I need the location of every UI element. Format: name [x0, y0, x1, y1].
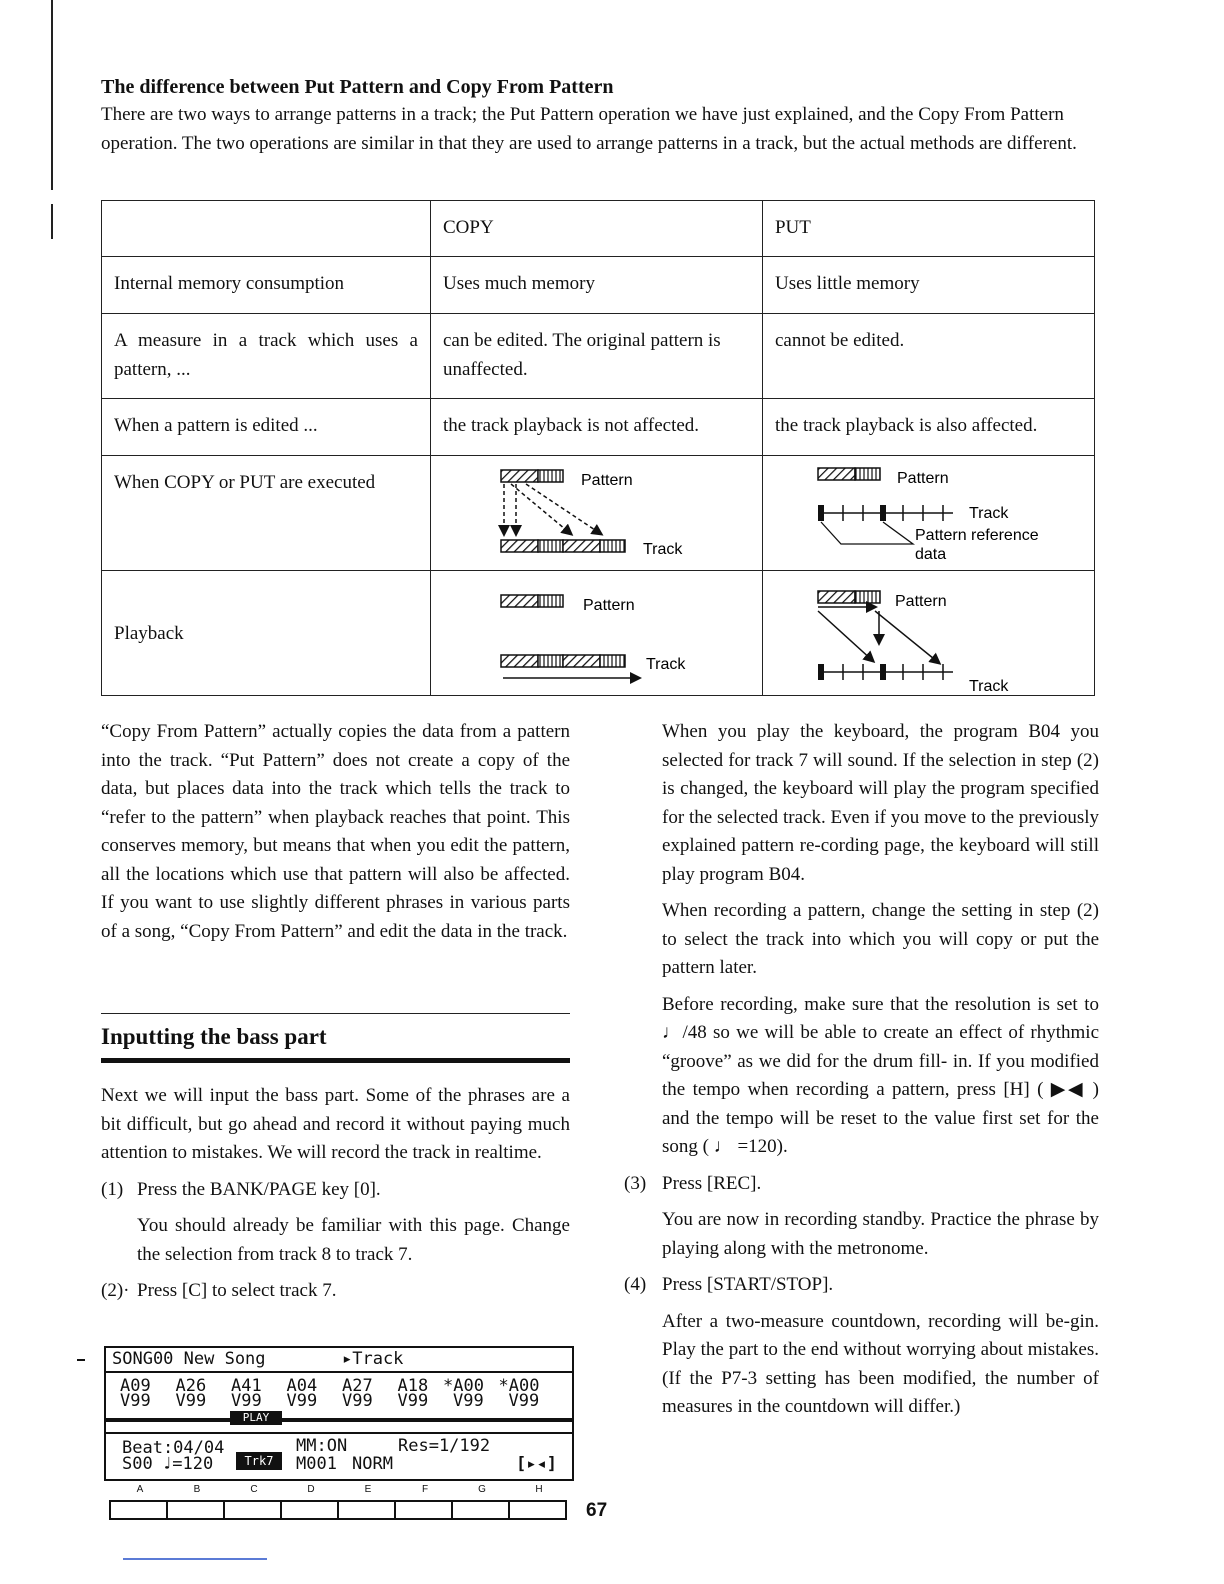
- lcd-track-volume: V99: [120, 1391, 151, 1411]
- function-key-label: G: [478, 1484, 486, 1495]
- step-3: (3) Press [REC].: [624, 1172, 762, 1194]
- lcd-track-volume: V99: [342, 1391, 373, 1411]
- margin-bar-lower: [51, 204, 53, 239]
- put-playback-pattern-label: Pattern: [894, 593, 947, 610]
- margin-bar-top: [51, 0, 53, 190]
- step-1-body: You should already be familiar with this page. Change the selection from track 8 to track 7.: [137, 1215, 570, 1265]
- function-key-a[interactable]: [109, 1500, 168, 1520]
- bass-heading-block: [101, 1013, 570, 1063]
- copy-diagram-track-label: Track: [643, 541, 683, 558]
- lcd-track-volume: V99: [286, 1391, 318, 1411]
- function-keys: [111, 1500, 567, 1518]
- table-row: [102, 314, 1095, 399]
- put-execute-diagram: [763, 456, 1093, 568]
- table-row: [102, 571, 1095, 696]
- lcd-play-bar: [106, 1418, 572, 1422]
- function-key-f[interactable]: [394, 1500, 453, 1520]
- lcd-track-program: A27: [342, 1376, 373, 1396]
- step-2: (2)· Press [C] to select track 7.: [101, 1280, 337, 1301]
- lcd-screen: [104, 1346, 574, 1481]
- lcd-track-volume: V99: [397, 1391, 429, 1411]
- function-key-label: B: [193, 1484, 201, 1495]
- section: [101, 76, 1095, 158]
- lcd-beat: Beat:04/04: [122, 1438, 225, 1458]
- lcd-mode: ▸Track: [342, 1349, 404, 1369]
- put-diagram-reference-label-2: data: [914, 546, 947, 563]
- copy-playback-diagram: [431, 571, 761, 693]
- right-column: [624, 718, 1099, 1430]
- lcd-track-program: A18: [397, 1376, 429, 1396]
- function-key-label: A: [136, 1484, 144, 1495]
- section-heading: The difference between Put Pattern and Copy From Pattern: [101, 76, 614, 98]
- copy-playback-diagram-cell: [431, 571, 763, 696]
- function-key-b[interactable]: [166, 1500, 225, 1520]
- margin-dash: [77, 1359, 85, 1361]
- lcd-resolution: Res=1/192: [398, 1436, 491, 1456]
- put-diagram-track-label: Track: [968, 505, 1009, 522]
- lcd-track-volume: V99: [508, 1391, 540, 1411]
- lcd-metronome: MM:ON: [296, 1436, 348, 1456]
- right-paragraph-3: Before recording, make sure that the resolution is set to ♩/48 so we will be able to create an effect of rhythmic “groove” as we did for the drum fill- in. If you modified the tempo when recording a pattern, press [H] ( ▶◀ ) and the tempo will be reset to the value first set for the song ( ♩ =120).: [662, 993, 1099, 1157]
- put-playback-diagram: [763, 571, 1093, 693]
- right-paragraph-2: When recording a pattern, change the setting in step (2) to select the track into which you will copy or put the pattern later.: [662, 900, 1099, 978]
- lcd-track-program: *A00: [498, 1376, 540, 1396]
- lcd-track-volume: V99: [231, 1391, 262, 1411]
- copy-execute-diagram-cell: [431, 456, 763, 571]
- table-row-label: Internal memory consumption: [102, 257, 431, 314]
- function-key-label: C: [250, 1484, 258, 1495]
- right-paragraph-1: When you play the keyboard, the program B04 you selected for track 7 will sound. If the selection in step (2) is changed, the keyboard will play the program specified for the selected track. Even if you move to the previously explained pattern re-cording page, the keyboard will still play program B04.: [662, 721, 1099, 885]
- bass-part-paragraph: Next we will input the bass part. Some of the phrases are a bit difficult, but go ahead and record it without paying much attention to mistakes. We will record the track in realtime.: [101, 1085, 570, 1163]
- table-header-row: [102, 201, 1095, 257]
- lcd-song-title: SONG00 New Song: [112, 1349, 266, 1369]
- function-key-g[interactable]: [451, 1500, 510, 1520]
- table-cell-put: the track playback is also affected.: [762, 399, 1094, 456]
- left-intro: “Copy From Pattern” actually copies the data from a pattern into the track. “Put Pattern” does not create a copy of the data, but places data into the track which tells the track to “refer to the pattern” when playback reaches that point. This conserves memory, but means that when you edit the pattern, all the locations which use that pattern will also be affected. If you want to use slightly different phrases in various parts of a song, “Copy From Pattern” and edit the data in the track.: [101, 721, 570, 942]
- comparison-table: [101, 200, 1095, 696]
- table-cell-put: cannot be edited.: [762, 314, 1094, 399]
- copy-playback-pattern-label: Pattern: [583, 597, 635, 614]
- table-row-label: When COPY or PUT are executed: [102, 456, 431, 571]
- table-cell-copy: Uses much memory: [431, 257, 763, 314]
- step-4: (4) Press [START/STOP].: [624, 1274, 834, 1295]
- lcd-track-badge: Trk7: [236, 1452, 282, 1470]
- lcd-transport-icon: [▸◂]: [516, 1454, 557, 1474]
- lcd-track-program: A04: [286, 1376, 318, 1396]
- put-playback-diagram-cell: [762, 571, 1094, 696]
- table-row: [102, 399, 1095, 456]
- put-playback-track-label: Track: [968, 678, 1009, 693]
- table-header-copy: COPY: [431, 201, 763, 257]
- function-key-d[interactable]: [280, 1500, 339, 1520]
- table-row-label: A measure in a track which uses a pattern, ...: [102, 314, 431, 399]
- table-row: [102, 456, 1095, 571]
- lcd-tempo: ♩=120: [162, 1454, 214, 1474]
- table-corner-cell: [102, 201, 431, 257]
- copy-execute-diagram: [431, 456, 761, 568]
- lcd-divider: [106, 1371, 572, 1373]
- left-steps: [101, 1082, 570, 1306]
- table-cell-copy: can be edited. The original pattern is unaffected.: [431, 314, 763, 399]
- function-key-label: F: [421, 1484, 429, 1495]
- lcd-track-volume: V99: [453, 1391, 484, 1411]
- lcd-track-program: A26: [175, 1376, 207, 1396]
- copy-playback-track-label: Track: [646, 656, 686, 673]
- put-execute-diagram-cell: [762, 456, 1094, 571]
- lcd-play-badge: PLAY: [230, 1411, 282, 1425]
- function-key-h[interactable]: [508, 1500, 567, 1520]
- lcd-track-program: A09: [120, 1376, 151, 1396]
- table-header-put: PUT: [762, 201, 1094, 257]
- function-key-e[interactable]: [337, 1500, 396, 1520]
- lcd-norm: NORM: [352, 1454, 393, 1474]
- lcd-meter: S00: [122, 1454, 153, 1474]
- step-4-body: After a two-measure countdown, recording will be-gin. Play the part to the end without worrying about mistakes. (If the P7-3 setting has been modified, the number of measures in the countdown will differ.): [662, 1310, 1099, 1417]
- footer-rule: [123, 1558, 267, 1560]
- lcd-track-volume: V99: [175, 1391, 207, 1411]
- put-diagram-pattern-label: Pattern: [896, 470, 949, 487]
- lcd-measure: M001: [296, 1454, 337, 1474]
- table-row-label: Playback: [102, 571, 431, 696]
- function-key-label: E: [364, 1484, 372, 1495]
- lcd-divider: [106, 1432, 572, 1434]
- page-number: 67: [586, 1500, 608, 1521]
- function-key-c[interactable]: [223, 1500, 282, 1520]
- table-row-label: When a pattern is edited ...: [102, 399, 431, 456]
- table-cell-copy: the track playback is not affected.: [431, 399, 763, 456]
- function-key-label: D: [307, 1484, 315, 1495]
- section-body: There are two ways to arrange patterns in a track; the Put Pattern operation we have just explained, and the Copy From Pattern operation. The two operations are similar in that they are used to arrange patterns in a track, but the actual methods are different.: [101, 104, 1077, 154]
- lcd-track-program: A41: [231, 1376, 262, 1396]
- copy-diagram-pattern-label: Pattern: [581, 472, 633, 489]
- table-cell-put: Uses little memory: [762, 257, 1094, 314]
- lcd-track-program: *A00: [443, 1376, 484, 1396]
- step-3-body: You are now in recording standby. Practice the phrase by playing along with the metronome.: [662, 1209, 1099, 1259]
- step-1: (1) Press the BANK/PAGE key [0].: [101, 1178, 381, 1200]
- put-diagram-reference-label: Pattern reference: [914, 527, 1039, 544]
- bass-part-heading: Inputting the bass part: [101, 1024, 327, 1049]
- function-key-label: H: [535, 1484, 543, 1495]
- table-row: [102, 257, 1095, 314]
